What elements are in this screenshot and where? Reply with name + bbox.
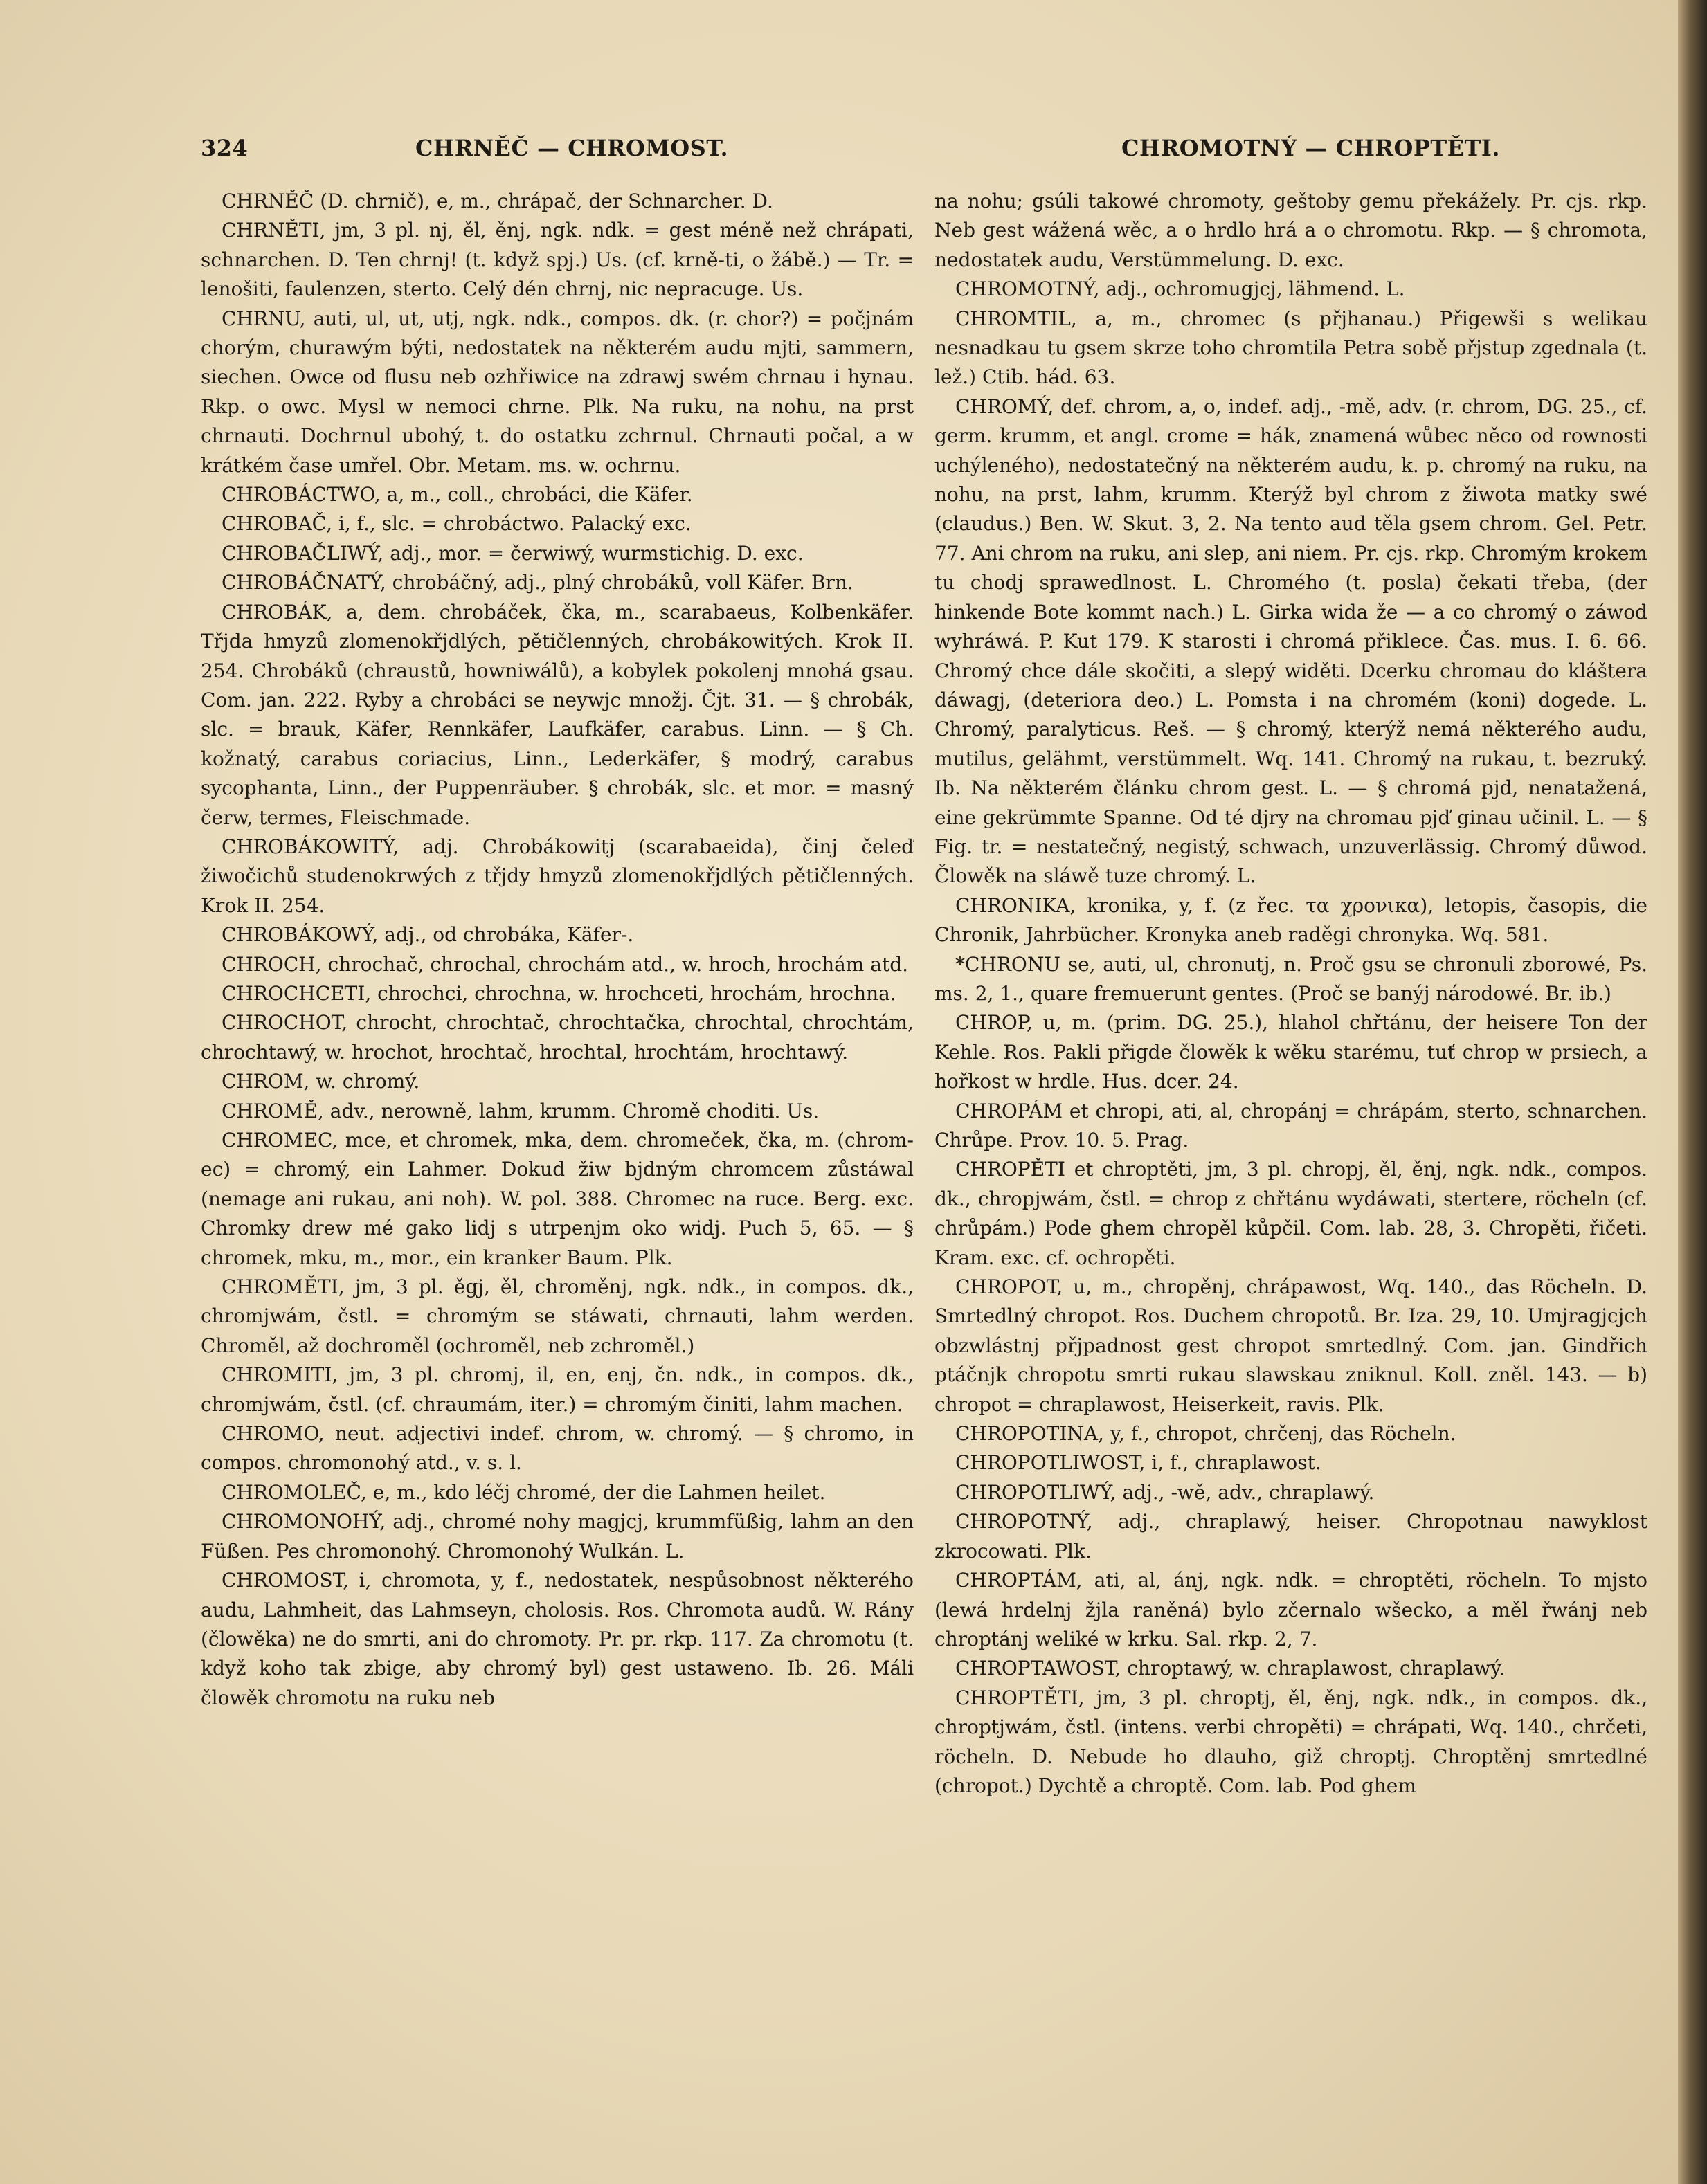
left-running-head: CHRNĚČ — CHROMOST.	[415, 135, 729, 161]
page-number: 324	[201, 135, 249, 161]
book-spine-shadow	[1678, 0, 1707, 2184]
entry-chromotny: CHROMOTNÝ, adj., ochromugjcj, lähmend. L.	[955, 277, 1405, 301]
entry-chropotliwy: CHROPOTLIWÝ, adj., -wě, adv., chraplawý.	[955, 1480, 1375, 1504]
entry-chrome: CHROMĚ, adv., nerowně, lahm, krumm. Chromě choditi. Us.	[222, 1099, 820, 1122]
running-header	[201, 135, 1658, 170]
entry-chropam: CHROPÁM et chropi, ati, al, chropánj = chrápám, sterto, schnarchen. Chrůpe. Prov. 10. 5. Prag.	[934, 1099, 1647, 1152]
entry-chrochot: CHROCHOT, chrocht, chrochtač, chrochtačka, chrochtal, chrochtám, chrochtawý, w. hrochot, hrochtač, hrochtal, hrochtám, hrochtawý.	[201, 1011, 914, 1064]
right-column	[934, 187, 1647, 2124]
entry-chromost: CHROMOST, i, chromota, y, f., nedostatek, nespůsobnost některého audu, Lahmheit, das Lahmseyn, cholosis. Ros. Chromota audů. W. Rány (člowěka) ne do smrti, ani do chromoty. Pr. pr. rkp. 117. Za chromotu (t. když koho tak zbige, aby chromý byl) gest ustaweno. Ib. 26. Máli člowěk chromotu na ruku neb	[201, 1569, 914, 1709]
entry-chrop: CHROP, u, m. (prim. DG. 25.), hlahol chřtánu, der heisere Ton der Kehle. Ros. Pakli přigde člowěk k wěku starému, tuť chrop w prsiech, a hořkost w hrdle. Hus. dcer. 24.	[934, 1011, 1647, 1093]
entry-chropeti: CHROPĚTI et chroptěti, jm, 3 pl. chropj, ěl, ěnj, ngk. ndk., compos. dk., chropjwám, čstl. = chrop z chřtánu wydáwati, stertere, röcheln (cf. chrůpám.) Pode ghem chropěl kůpčil. Com. lab. 28, 3. Chropěti, řičeti. Kram. exc. cf. ochropěti.	[934, 1158, 1647, 1269]
entry-chrobakowy: CHROBÁKOWÝ, adj., od chrobáka, Käfer-.	[222, 923, 634, 947]
entry-chropot: CHROPOT, u, m., chropěnj, chrápawost, Wq. 140., das Röcheln. D. Smrtedlný chropot. Ros. Duchem chropotů. Br. Iza. 29, 10. Umjragjcjch obzwlástnj přjpadnost gest chropot smrtedlný. Com. jan. Gindřich ptáčnjk chropotu smrti rukau slawskau zniknul. Koll. zněl. 143. — b) chropot = chraplawost, Heiserkeit, ravis. Plk.	[934, 1275, 1647, 1416]
entry-chrom: CHROM, w. chromý.	[222, 1070, 420, 1093]
entry-chrnu: CHRNU, auti, ul, ut, utj, ngk. ndk., compos. dk. (r. chor?) = počjnám chorým, churawým býti, nedostatek na některém audu mjti, sammern, siechen. Owce od flusu neb ozhřiwice na zdrawj swém chrnau i hynau. Rkp. o owc. Mysl w nemoci chrne. Plk. Na ruku, na nohu, na prst chrnauti. Dochrnul ubohý, t. do ostatku zchrnul. Chrnauti počal, a w krátkém čase umřel. Obr. Metam. ms. w. ochrnu.	[201, 307, 914, 477]
entry-chromy: CHROMÝ, def. chrom, a, o, indef. adj., -mě, adv. (r. chrom, DG. 25., cf. germ. krumm, et angl. crome = hák, znamená wůbec něco od rownosti uchýleného), nedostatečný na některém audu, k. p. chromý na ruku, na nohu, na prst, lahm, krumm. Kterýž byl chrom z žiwota matky swé (claudus.) Ben. W. Skut. 3, 2. Na tento aud těla gsem chrom. Gel. Petr. 77. Ani chrom na ruku, ani slep, ani niem. Pr. cjs. rkp. Chromým krokem tu chodj sprawedlnost. L. Chromého (t. posla) čekati třeba, (der hinkende Bote kommt nach.) L. Girka wida že — a co chromý o záwod wyhráwá. P. Kut 179. K starosti i chromá přiklece. Čas. mus. I. 6. 66. Chromý chce dále skočiti, a slepý widěti. Dcerku chromau do kláštera dáwagj, (deteriora deo.) L. Pomsta i na chromém (koni) dogede. L. Chromý, paralyticus. Reš. — § chromý, kterýž nemá některého audu, mutilus, gelähmt, verstümmelt. Wq. 141. Chromý na rukau, t. bezruký. Ib. Na některém článku chrom gest. L. — § chromá pjd, nenatažená, eine gekrümmte Spanne. Od té djry na chromau pjď ginau učinil. L. — § Fig. tr. = nestatečný, negistý, schwach, unzuverlässig. Chromý důwod. Člowěk na sláwě tuze chromý. L.	[934, 394, 1647, 888]
entry-chroptam: CHROPTÁM, ati, al, ánj, ngk. ndk. = chroptěti, röcheln. To mjsto (lewá hrdelnj žjla raněná) bylo zčernalo wšecko, a měl řwánj neb chroptánj weliké w krku. Sal. rkp. 2, 7.	[934, 1569, 1647, 1650]
entry-chromtil: CHROMTIL, a, m., chromec (s přjhanau.) Přigewši s welikau nesnadkau tu gsem skrze toho chromtila Petra sobě přjstup zgednala (t. lež.) Ctib. hád. 63.	[934, 307, 1647, 389]
entry-chrobak: CHROBÁK, a, dem. chrobáček, čka, m., scarabaeus, Kolbenkäfer. Třjda hmyzů zlomenokřjdlých, pětičlenných, chrobákowitých. Krok II. 254. Chrobáků (chraustů, howniwálů), a kobylek pokolenj mnohá gsau. Com. jan. 222. Ryby a chrobáci se neywjc množj. Čjt. 31. — § chrobák, slc. = brauk, Käfer, Rennkäfer, Laufkäfer, carabus. Linn. — § Ch. kožnatý, carabus coriacius, Linn., Lederkäfer, § modrý, carabus sycophanta, Linn., der Puppenräuber. § chrobák, slc. et mor. = masný čerw, termes, Fleischmade.	[201, 600, 914, 829]
entry-chropotina: CHROPOTINA, y, f., chropot, chrčenj, das Röcheln.	[955, 1422, 1456, 1446]
entry-chromolec: CHROMOLEČ, e, m., kdo léčj chromé, der die Lahmen heilet.	[222, 1480, 826, 1504]
entry-chromonohy: CHROMONOHÝ, adj., chromé nohy magjcj, krummfüßig, lahm an den Füßen. Pes chromonohý. Chromonohý Wulkán. L.	[201, 1510, 914, 1563]
entry-chrnec: CHRNĚČ (D. chrnič), e, m., chrápač, der Schnarcher. D.	[222, 190, 773, 212]
entry-chroch: CHROCH, chrochač, chrochal, chrochám atd., w. hroch, hrochám atd.	[222, 952, 909, 976]
entry-chrobactwo: CHROBÁCTWO, a, m., coll., chrobáci, die Käfer.	[222, 483, 693, 507]
entry-chrobacliwy: CHROBAČLIWÝ, adj., mor. = čerwiwý, wurmstichig. D. exc.	[222, 541, 804, 565]
entry-chrobac: CHROBAČ, i, f., slc. = chrobáctwo. Palacký exc.	[222, 512, 692, 536]
entry-chronu: *CHRONU se, auti, ul, chronutj, n. Proč gsu se chronuli zborowé, Ps. ms. 2, 1., quare fremuerunt gentes. (Proč se banýj národowé. Br. ib.)	[934, 952, 1647, 1005]
entry-chronika: CHRONIKA, kronika, y, f. (z řec. τα χρονικα), letopis, časopis, die Chronik, Jahrbücher. Kronyka aneb raděgi chronyka. Wq. 581.	[934, 893, 1647, 947]
entry-chrometi: CHROMĚTI, jm, 3 pl. ěgj, ěl, chroměnj, ngk. ndk., in compos. dk., chromjwám, čstl. = chromým se stáwati, chrnauti, lahm werden. Chroměl, až dochroměl (ochroměl, neb zchroměl.)	[201, 1275, 914, 1357]
entry-chrobacnaty: CHROBÁČNATÝ, chrobáčný, adj., plný chrobáků, voll Käfer. Brn.	[222, 571, 854, 594]
entry-chroptawost: CHROPTAWOST, chroptawý, w. chraplawost, chraplawý.	[955, 1657, 1506, 1680]
entry-chrochceti: CHROCHCETI, chrochci, chrochna, w. hrochceti, hrochám, hrochna.	[222, 981, 896, 1005]
right-running-head: CHROMOTNÝ — CHROPTĚTI.	[1121, 135, 1501, 161]
entry-chropotliwost: CHROPOTLIWOST, i, f., chraplawost.	[955, 1451, 1321, 1475]
entry-chromec: CHROMEC, mce, et chromek, mka, dem. chromeček, čka, m. (chrom-ec) = chromý, ein Lahmer. Dokud žiw bjdným chromcem zůstáwal (nemage ani rukau, ani noh). W. pol. 388. Chromec na ruce. Berg. exc. Chromky drew mé gako lidj s utrpenjm oko widj. Puch 5, 65. — § chromek, mku, m., mor., ein kranker Baum. Plk.	[201, 1129, 914, 1269]
entry-chropotny: CHROPOTNÝ, adj., chraplawý, heiser. Chropotnau nawyklost zkrocowati. Plk.	[934, 1510, 1647, 1563]
entry-chromost-continued: na nohu; gsúli takowé chromoty, geštoby gemu překážely. Pr. cjs. rkp. Neb gest wážená wěc, a o hrdlo hrá a o chromotu. Rkp. — § chromota, nedostatek audu, Verstümmelung. D. exc.	[934, 190, 1647, 271]
entry-chropteti: CHROPTĚTI, jm, 3 pl. chroptj, ěl, ěnj, ngk. ndk., in compos. dk., chroptjwám, čstl. (intens. verbi chropěti) = chrápati, Wq. 140., chrčeti, röcheln. D. Nebude ho dlauho, giž chroptj. Chroptěnj smrtedlné (chropot.) Dychtě a chroptě. Com. lab. Pod ghem	[934, 1686, 1647, 1797]
entry-chromo: CHROMO, neut. adjectivi indef. chrom, w. chromý. — § chromo, in compos. chromonohý atd., v. s. l.	[201, 1422, 914, 1475]
left-column	[201, 187, 914, 2124]
entry-chrneti: CHRNĚTI, jm, 3 pl. nj, ěl, ěnj, ngk. ndk. = gest méně než chrápati, schnarchen. D. Ten chrnj! (t. když spj.) Us. (cf. krně-ti, o žábě.) — Tr. = lenošiti, faulenzen, sterto. Celý dén chrnj, nic nepracuge. Us.	[201, 219, 914, 301]
entry-chromiti: CHROMITI, jm, 3 pl. chromj, il, en, enj, čn. ndk., in compos. dk., chromjwám, čstl. (cf. chraumám, iter.) = chromým činiti, lahm machen.	[201, 1363, 914, 1416]
entry-chrobakowity: CHROBÁKOWITÝ, adj. Chrobákowitj (scarabaeida), činj čeleď žiwočichů studenokrwých z třjdy hmyzů zlomenokřjdlých pětičlenných. Krok II. 254.	[201, 835, 914, 917]
